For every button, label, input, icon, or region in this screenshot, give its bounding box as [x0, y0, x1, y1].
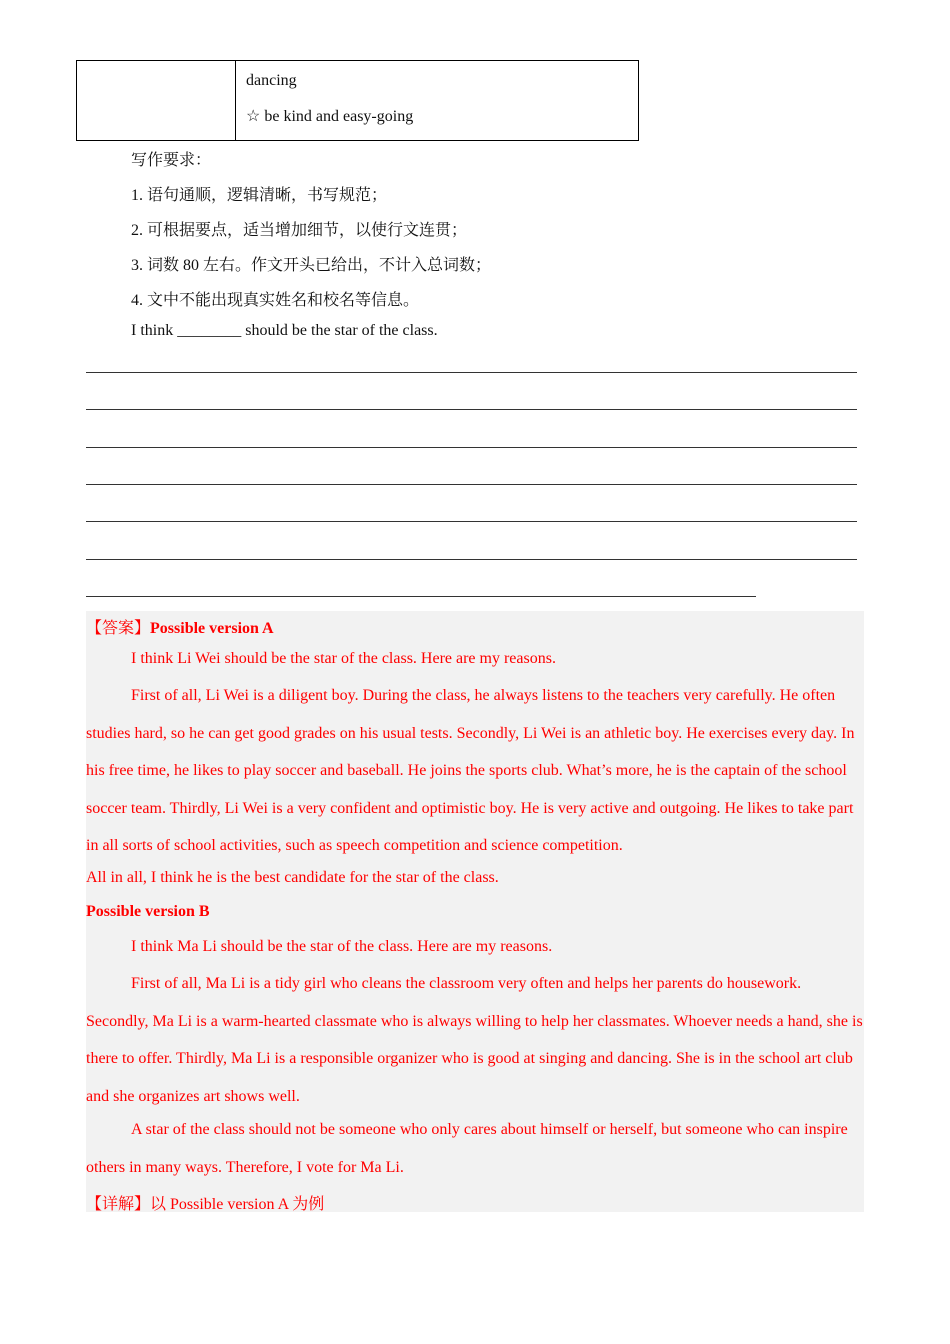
version-a-paragraph: All in all, I think he is the best candidate for the star of the class.: [86, 869, 499, 886]
table-cell-line: ☆ be kind and easy-going: [246, 108, 414, 125]
version-a-paragraph: I think Li Wei should be the star of the class. Here are my reasons.: [131, 650, 556, 667]
version-a-paragraph: First of all, Li Wei is a diligent boy. During the class, he always listens to the teachers very carefully. He often studies hard, so he can get good grades on his usual tests. Secondly, Li Wei is an athletic boy. He exercises every day. In his free time, he likes to play soccer and baseball. He joins the sports club. What’s more, he is the captain of the school soccer team. Thirdly, Li Wei is a very confident and optimistic boy. He is very active and outgoing. He likes to take part in all sorts of school activities, such as speech competition and science competition.: [86, 687, 855, 854]
writing-line: [86, 521, 857, 522]
version-b-paragraph: A star of the class should not be someone who only cares about himself or herself, but someone who can inspire others in many ways. Therefore, I vote for Ma Li.: [86, 1121, 848, 1176]
requirements-title: 写作要求：: [131, 152, 212, 169]
table-cell-line: dancing: [246, 72, 297, 89]
requirement-item: 1. 语句通顺，逻辑清晰，书写规范；: [131, 187, 388, 204]
version-b-paragraph: First of all, Ma Li is a tidy girl who cleans the classroom very often and helps her parents do housework. Secondly, Ma Li is a warm-hearted classmate who is always willing to help her classmates. Whoever needs a hand, she is there to offer. Thirdly, Ma Li is a responsible organizer who is good at singing and dancing. She is in the school art club and she organizes art shows well.: [86, 975, 863, 1105]
version-a-title: Possible version A: [150, 620, 274, 637]
writing-line: [86, 409, 857, 410]
detail-label: 【详解】以 Possible version A 为例: [86, 1196, 325, 1213]
writing-line: [86, 484, 857, 485]
requirement-item: 4. 文中不能出现真实姓名和校名等信息。: [131, 292, 420, 309]
requirement-item: 3. 词数 80 左右。作文开头已给出，不计入总词数；: [131, 257, 492, 274]
table-divider: [235, 61, 236, 140]
info-table: [76, 60, 639, 141]
requirement-item: 2. 可根据要点，适当增加细节，以使行文连贯；: [131, 222, 468, 239]
version-b-title: Possible version B: [86, 903, 210, 920]
answer-heading: [86, 615, 274, 638]
writing-line: [86, 372, 857, 373]
writing-line: [86, 596, 756, 597]
writing-line: [86, 559, 857, 560]
answer-label: 【答案】: [86, 620, 151, 637]
version-b-paragraph: I think Ma Li should be the star of the class. Here are my reasons.: [131, 938, 553, 955]
writing-line: [86, 447, 857, 448]
essay-opening: I think ________ should be the star of the class.: [131, 322, 438, 339]
